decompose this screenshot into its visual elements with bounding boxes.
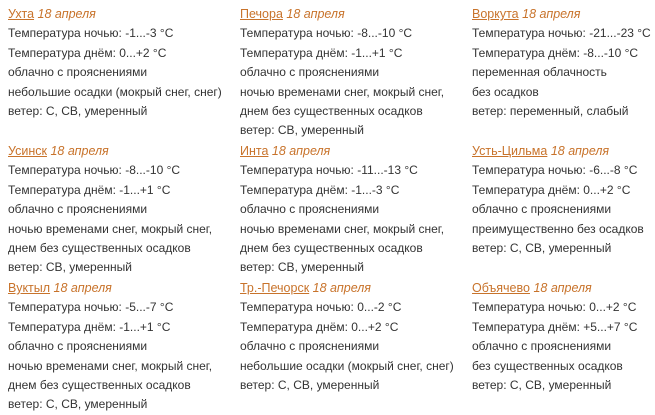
forecast-card-header (472, 142, 655, 161)
forecast-line: Температура ночью: -6...-8 °C (472, 163, 638, 178)
city-link[interactable]: Воркута (472, 7, 519, 21)
forecast-line: Температура днём: -1...-3 °C (240, 182, 400, 197)
city-link[interactable]: Объячево (472, 281, 530, 295)
forecast-line: облачно с прояснениями (240, 202, 380, 217)
forecast-line: ночью временами снег, мокрый снег, (240, 221, 445, 236)
forecast-date: 18 апреля (271, 144, 331, 158)
forecast-card-header (472, 5, 655, 24)
forecast-line: Температура ночью: -11...-13 °C (240, 163, 418, 178)
city-link[interactable]: Ухта (8, 7, 35, 21)
forecast-line: днем без существенных осадков (8, 240, 191, 255)
forecast-line: ветер: С, СВ, умеренный (472, 377, 612, 392)
forecast-date: 18 апреля (37, 7, 96, 21)
forecast-card (8, 279, 232, 415)
forecast-line: ветер: СВ, умеренный (240, 123, 364, 138)
forecast-line: днем без существенных осадков (240, 240, 423, 255)
forecast-line: Температура ночью: -5...-7 °C (8, 300, 174, 315)
forecast-line: облачно с прояснениями (240, 65, 380, 80)
forecast-card-header (8, 142, 232, 161)
forecast-line: облачно с прояснениями (240, 339, 380, 354)
forecast-line: ночью временами снег, мокрый снег, (8, 221, 213, 236)
forecast-card-header (8, 279, 232, 298)
forecast-line: ночью временами снег, мокрый снег, (8, 358, 213, 373)
forecast-date: 18 апреля (286, 7, 345, 21)
city-link[interactable]: Тр.-Печорск (240, 281, 310, 295)
forecast-date: 18 апреля (312, 281, 371, 295)
forecast-card-header (472, 279, 655, 298)
forecast-line: Температура днём: +5...+7 °C (472, 319, 638, 334)
forecast-line: Температура ночью: -1...-3 °C (8, 26, 174, 41)
forecast-line: ветер: СВ, умеренный (240, 260, 364, 275)
city-link[interactable]: Печора (240, 7, 283, 21)
forecast-line: облачно с прояснениями (8, 339, 148, 354)
forecast-line: ветер: С, СВ, умеренный (472, 240, 612, 255)
forecast-line: Температура днём: -1...+1 °C (8, 319, 171, 334)
forecast-line: ветер: С, СВ, умеренный (240, 377, 380, 392)
forecast-card-header (240, 5, 464, 24)
forecast-date: 18 апреля (522, 7, 581, 21)
forecast-line: Температура днём: -1...+1 °C (240, 45, 403, 60)
forecast-line: Температура ночью: 0...-2 °C (240, 300, 402, 315)
forecast-line: Температура ночью: -8...-10 °C (8, 163, 181, 178)
forecast-line: облачно с прояснениями (8, 202, 148, 217)
city-link[interactable]: Усинск (8, 144, 47, 158)
forecast-card (240, 279, 464, 395)
forecast-line: Температура ночью: -21...-23 °C (472, 26, 651, 41)
forecast-line: ветер: СВ, умеренный (8, 260, 132, 275)
forecast-line: облачно с прояснениями (472, 202, 612, 217)
forecast-line: Температура ночью: -8...-10 °C (240, 26, 413, 41)
forecast-line: без осадков (472, 84, 539, 99)
forecast-line: небольшие осадки (мокрый снег, снег) (240, 358, 454, 373)
city-link[interactable]: Усть-Цильма (472, 144, 548, 158)
forecast-card-header (8, 5, 232, 24)
forecast-line: ветер: С, СВ, умеренный (8, 397, 148, 412)
forecast-date: 18 апреля (53, 281, 112, 295)
forecast-line: днем без существенных осадков (8, 377, 191, 392)
forecast-card (240, 5, 464, 141)
forecast-line: Температура днём: 0...+2 °C (8, 45, 167, 60)
forecast-line: ночью временами снег, мокрый снег, (240, 84, 445, 99)
city-link[interactable]: Вуктыл (8, 281, 51, 295)
forecast-line: Температура днём: 0...+2 °C (240, 319, 399, 334)
forecast-line: облачно с прояснениями (472, 339, 612, 354)
forecast-card (472, 5, 655, 121)
forecast-card (240, 142, 464, 278)
forecast-card (472, 142, 655, 258)
forecast-card (8, 142, 232, 278)
forecast-date: 18 апреля (550, 144, 610, 158)
forecast-line: преимущественно без осадков (472, 221, 644, 236)
forecast-line: днем без существенных осадков (240, 103, 423, 118)
forecast-card (8, 5, 232, 121)
forecast-line: переменная облачность (472, 65, 607, 80)
forecast-line: без существенных осадков (472, 358, 623, 373)
forecast-line: облачно с прояснениями (8, 65, 148, 80)
forecast-line: Температура днём: -8...-10 °C (472, 45, 639, 60)
forecast-line: Температура днём: 0...+2 °C (472, 182, 631, 197)
forecast-line: Температура ночью: 0...+2 °C (472, 300, 637, 315)
forecast-date: 18 апреля (533, 281, 592, 295)
forecast-line: ветер: переменный, слабый (472, 103, 629, 118)
forecast-date: 18 апреля (50, 144, 109, 158)
city-link[interactable]: Инта (240, 144, 269, 158)
forecast-card-header (240, 279, 464, 298)
forecast-line: небольшие осадки (мокрый снег, снег) (8, 84, 222, 99)
forecast-line: ветер: С, СВ, умеренный (8, 103, 148, 118)
forecast-card (472, 279, 655, 395)
forecast-line: Температура днём: -1...+1 °C (8, 182, 171, 197)
forecast-card-header (240, 142, 464, 161)
